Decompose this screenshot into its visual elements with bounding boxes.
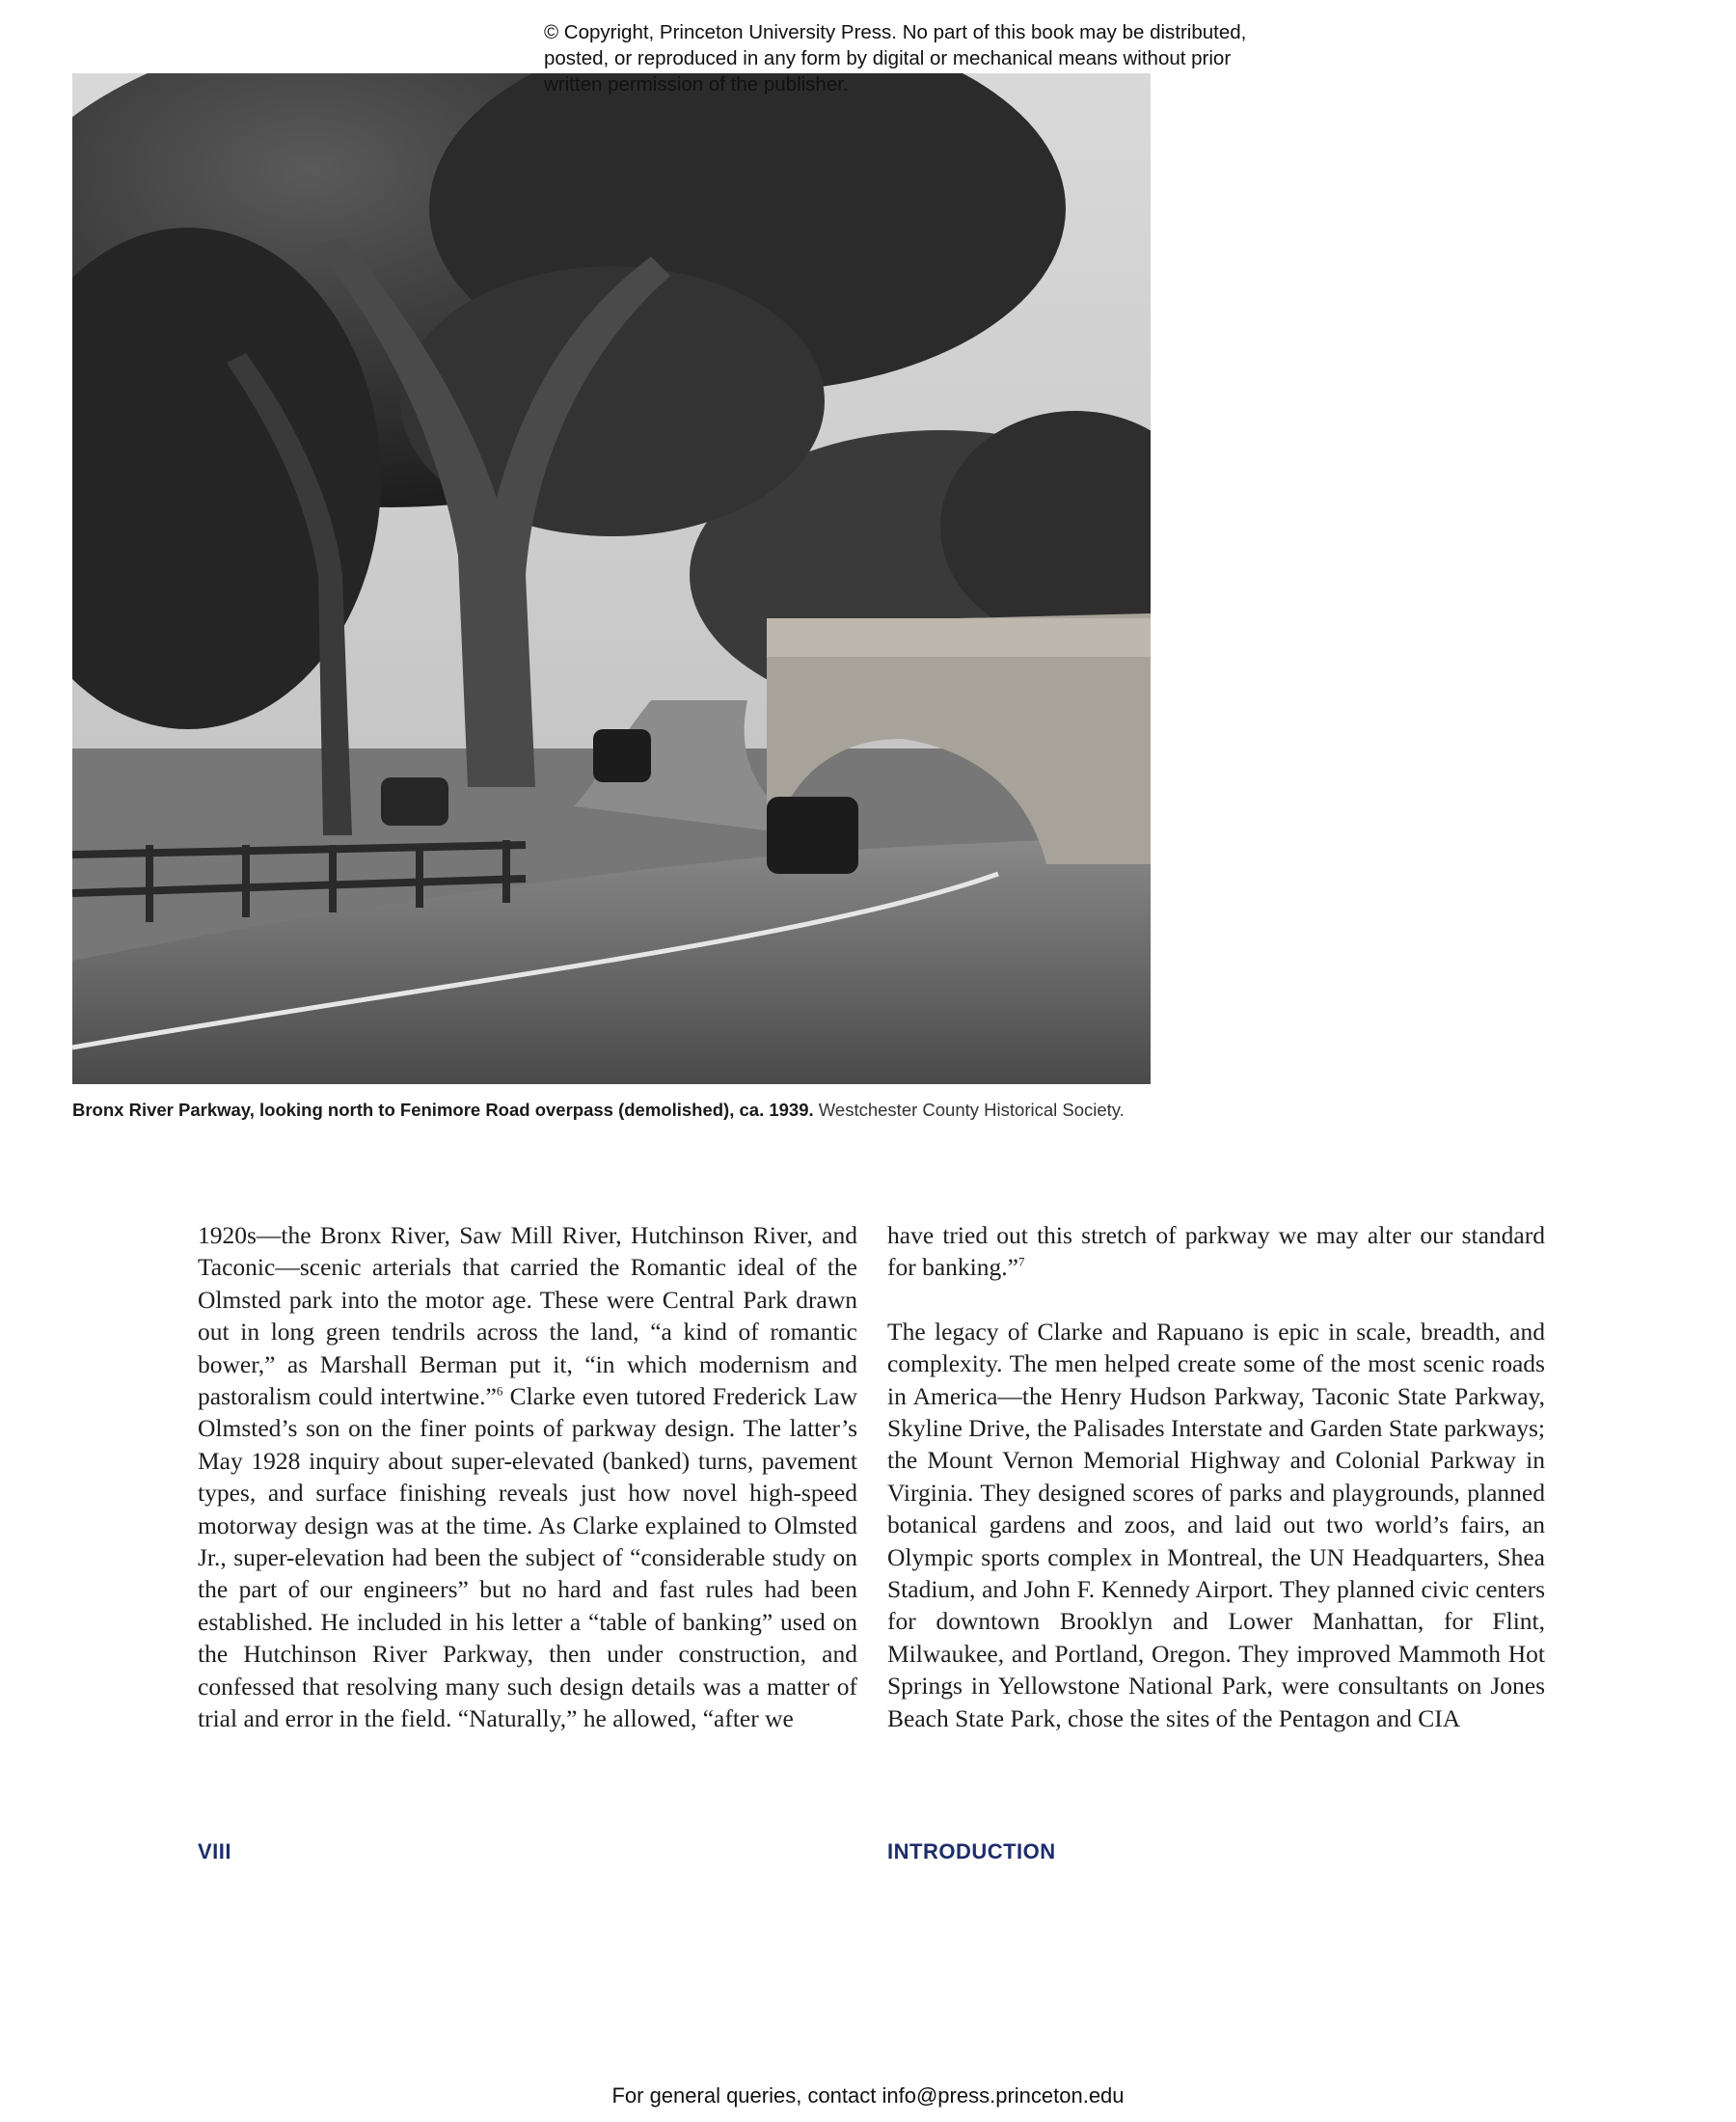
parkway-photo-illustration [72, 73, 1151, 1084]
body-text-continued: Clarke even tutored Frederick Law Olmsted’s son on the finer points of parkway design. The latter’s May 1928 inquiry about super-elevated (banked) turns, pavement types, and surface finishing reveals just how novel high-speed motorway design was at the time. As Clarke explained to Olmsted Jr., super-elevation had been the subject of “considerable study on the part of our engineers” but no hard and fast rules had been established. He included in his letter a “table of banking” used on the Hutchinson River Parkway, then under construction, and confessed that resolving many such design details was a matter of trial and error in the field. “Naturally,” he allowed, “after we [198, 1382, 857, 1733]
parkway-photograph [72, 73, 1151, 1084]
footer-contact: For general queries, contact info@press.princeton.edu [611, 2083, 1125, 2108]
body-text: 1920s—the Bronx River, Saw Mill River, Hutchinson River, and Taconic—scenic arterials that carried the Romantic ideal of the Olmsted park into the motor age. These were Central Park drawn out in long green tendrils across the land, “a kind of romantic bower,” as Marshall Berman put it, “in which modernism and pastoralism could intertwine.” [198, 1221, 857, 1411]
body-paragraph: The legacy of Clarke and Rapuano is epic in scale, breadth, and complexity. The men helped create some of the most scenic roads in America—the Henry Hudson Parkway, Taconic State Parkway, Skyline Drive, the Palisades Interstate and Garden State parkways; the Mount Vernon Memorial Highway and Colonial Parkway in Virginia. They designed scores of parks and playgrounds, planned botanical gardens and zoos, and laid out two world’s fairs, an Olympic sports complex in Montreal, the UN Headquarters, Shea Stadium, and John F. Kennedy Airport. They planned civic centers for downtown Brooklyn and Lower Manhattan, for Flint, Milwaukee, and Portland, Oregon. They improved Mammoth Hot Springs in Yellowstone National Park, were consultants on Jones Beach State Park, chose the sites of the Pentagon and CIA [887, 1317, 1545, 1732]
running-section-title: INTRODUCTION [887, 1839, 1056, 1864]
caption-title: Bronx River Parkway, looking north to Fenimore Road overpass (demolished), ca. 1939. [72, 1100, 814, 1120]
body-paragraph [887, 1219, 1545, 1284]
copyright-notice: © Copyright, Princeton University Press. No part of this book may be distributed, posted, or reproduced in any form by digital or mechanical means without prior written permission of the publisher. [544, 21, 1247, 95]
footnote-ref: 7 [1017, 1254, 1025, 1269]
body-paragraph [198, 1219, 857, 1735]
body-column-left [198, 1219, 857, 1735]
body-text: have tried out this stretch of parkway we may alter our standard for banking.” [887, 1221, 1545, 1282]
page-number: VIII [198, 1839, 232, 1864]
body-column-right [887, 1219, 1545, 1734]
footnote-ref: 6 [496, 1383, 503, 1399]
caption-credit: Westchester County Historical Society. [818, 1100, 1125, 1120]
photo-caption [72, 1098, 1153, 1122]
